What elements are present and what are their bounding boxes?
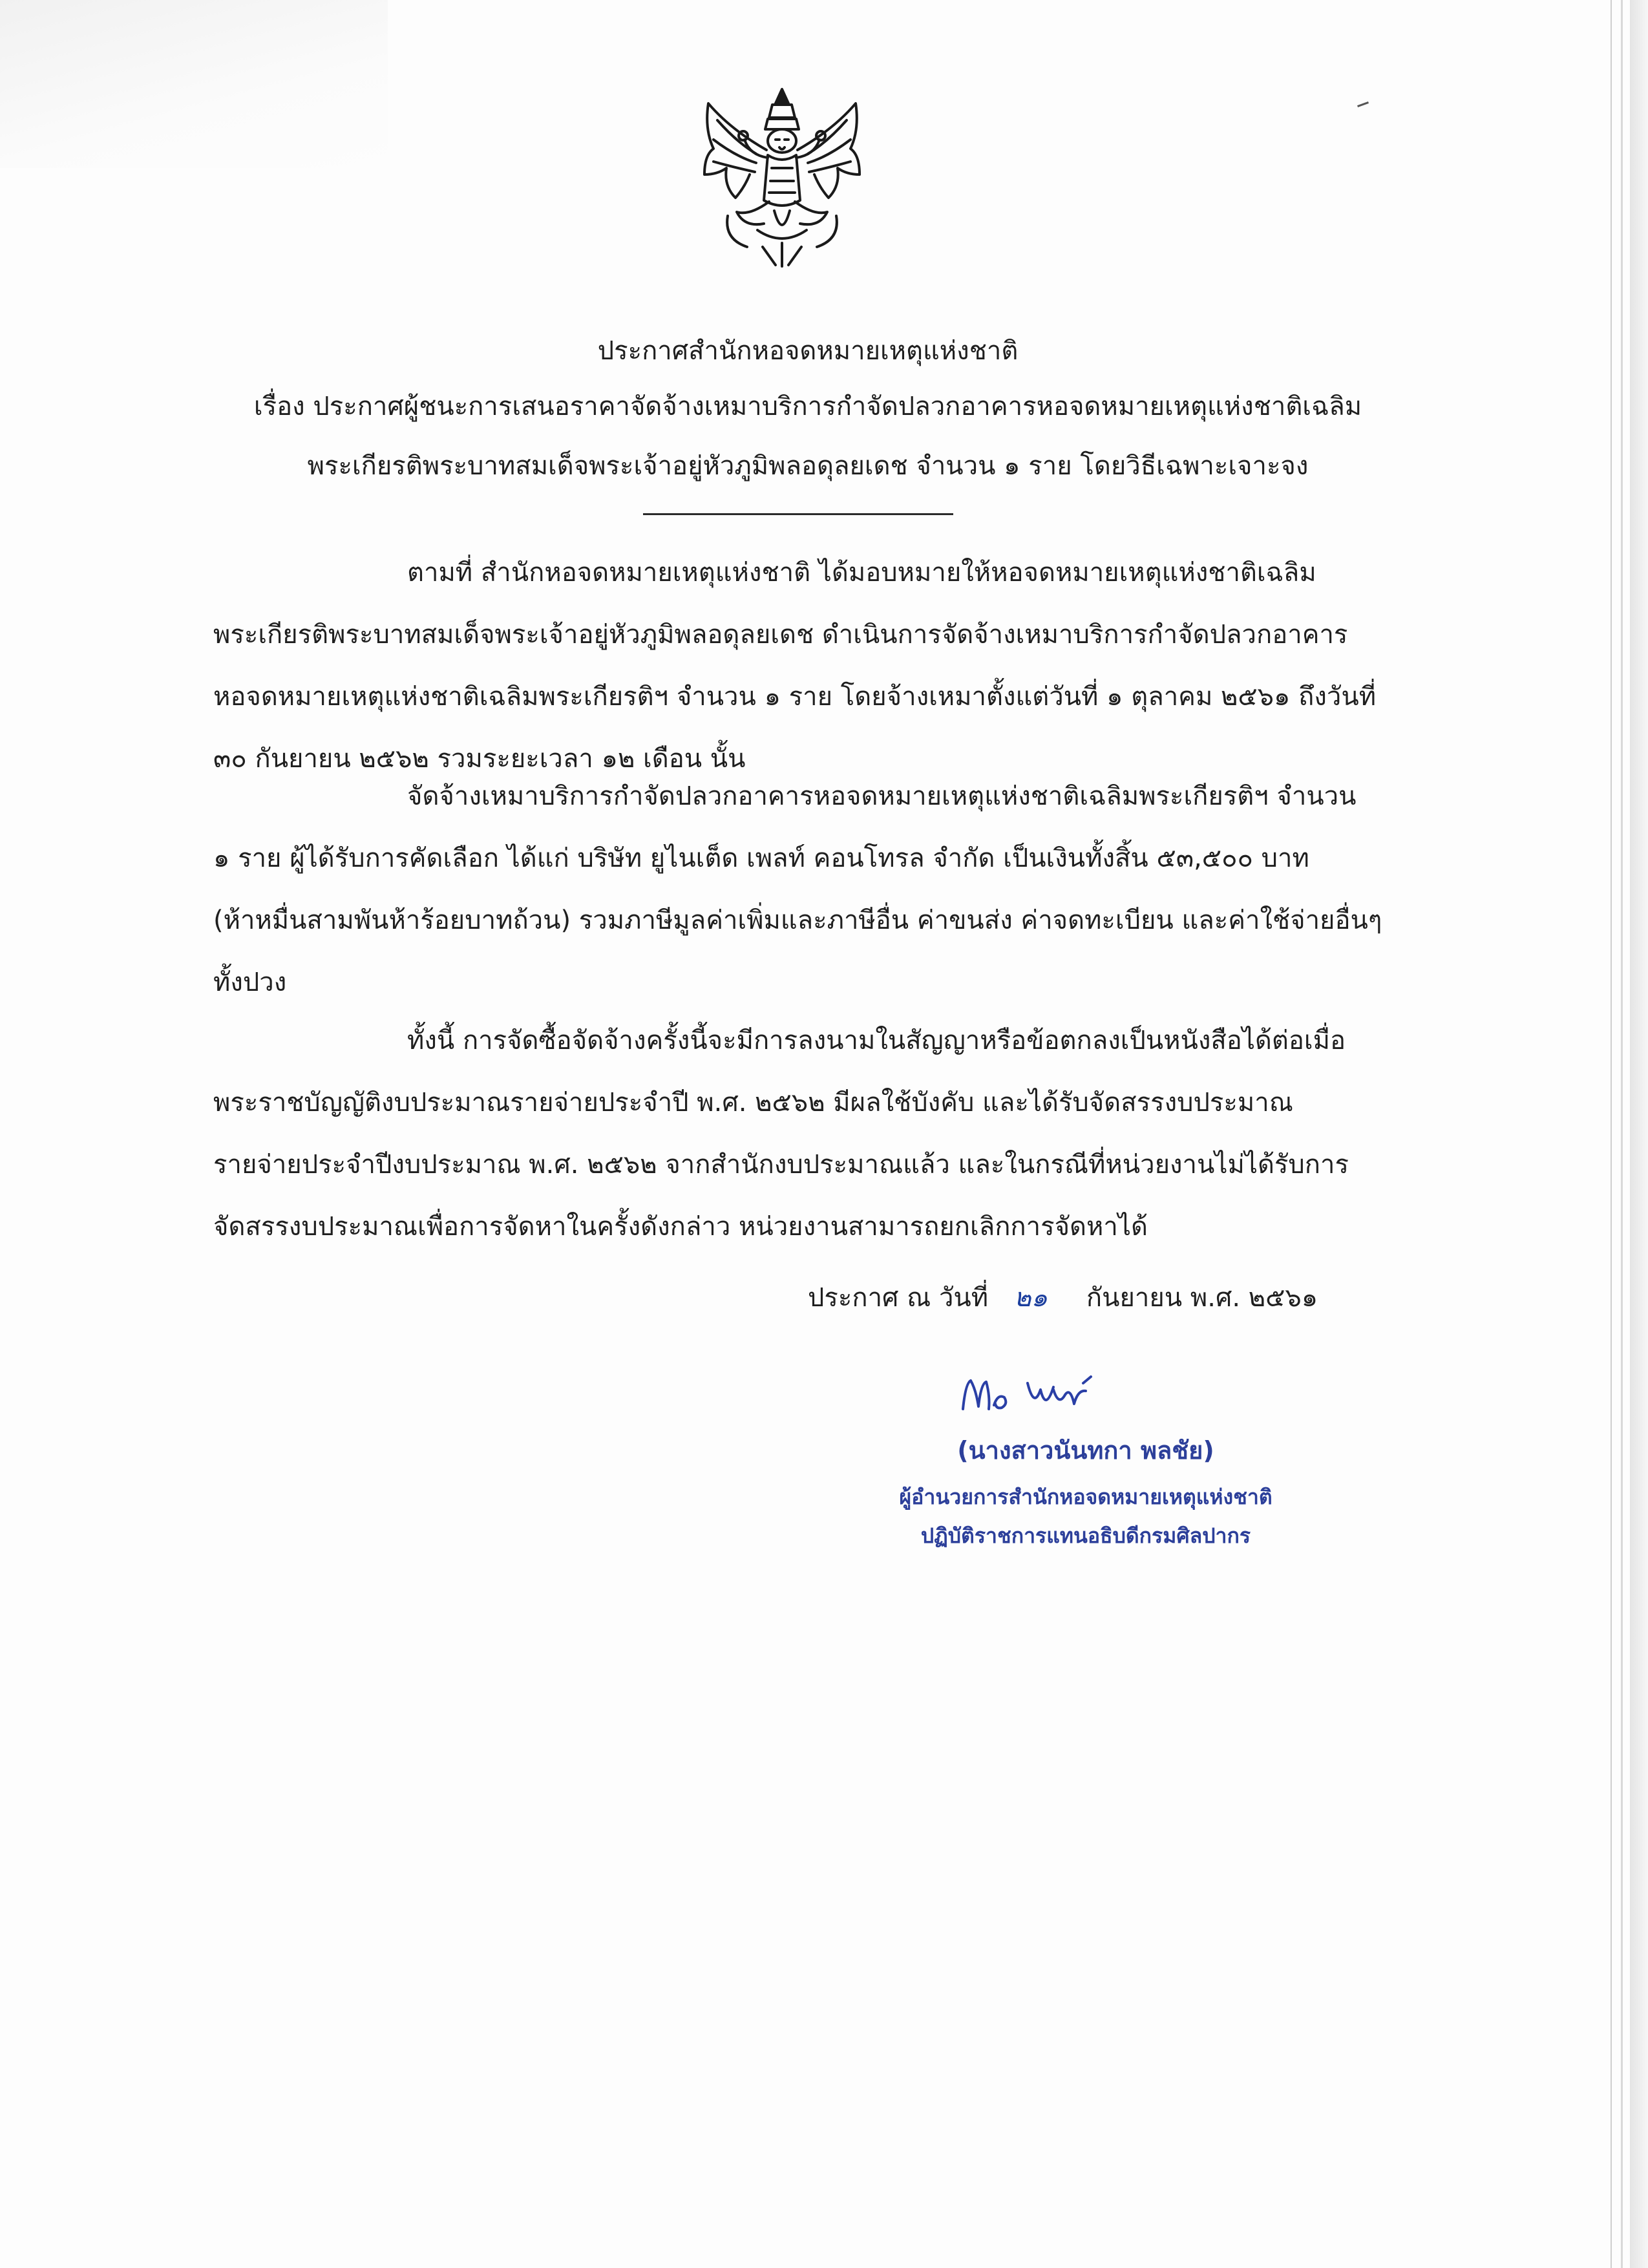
subject-line-2: พระเกียรติพระบาทสมเด็จพระเจ้าอยู่หัวภูมิพลอดุลยเดช จำนวน ๑ ราย โดยวิธีเฉพาะเจาะจง <box>307 451 1309 481</box>
paragraph-line: ๓๐ กันยายน ๒๕๖๒ รวมระยะเวลา ๑๒ เดือน นั้น <box>213 744 746 774</box>
paragraph-line: จัดจ้างเหมาบริการกำจัดปลวกอาคารหอจดหมายเหตุแห่งชาติเฉลิมพระเกียรติฯ จำนวน <box>407 781 1357 811</box>
paper-edge <box>1621 0 1623 2268</box>
date-day-handwritten: ๒๑ <box>1014 1283 1048 1313</box>
garuda-emblem-icon <box>685 78 879 271</box>
paragraph-line: ทั้งปวง <box>213 968 287 997</box>
paragraph-3 <box>213 1010 1435 1258</box>
signer-position-1: ผู้อำนวยการสำนักหอจดหมายเหตุแห่งชาติ <box>899 1485 1273 1509</box>
paragraph-line: พระราชบัญญัติงบประมาณรายจ่ายประจำปี พ.ศ. ๒๕๖๒ มีผลใช้บังคับ และได้รับจัดสรรงบประมาณ <box>213 1088 1293 1118</box>
paragraph-line: ทั้งนี้ การจัดซื้อจัดจ้างครั้งนี้จะมีการลงนามในสัญญาหรือข้อตกลงเป็นหนังสือได้ต่อเมื่อ <box>407 1026 1346 1055</box>
heading-divider <box>643 513 953 515</box>
announcement-date <box>808 1272 1389 1324</box>
scan-shadow <box>0 0 388 168</box>
signer-position-2: ปฏิบัติราชการแทนอธิบดีกรมศิลปากร <box>920 1523 1251 1548</box>
signer-name: (นางสาวนันทกา พลชัย) <box>957 1436 1214 1465</box>
paper-edge <box>1630 0 1648 2268</box>
subject-line-1: เรื่อง ประกาศผู้ชนะการเสนอราคาจัดจ้างเหมาบริการกำจัดปลวกอาคารหอจดหมายเหตุแห่งชาติเฉลิม <box>253 392 1362 421</box>
date-month-year: กันยายน พ.ศ. ๒๕๖๑ <box>1086 1283 1318 1313</box>
signature-icon <box>956 1364 1105 1422</box>
paper-edge <box>1611 0 1612 2268</box>
announcement-title: ประกาศสำนักหอจดหมายเหตุแห่งชาติ <box>597 336 1019 366</box>
paragraph-line: (ห้าหมื่นสามพันห้าร้อยบาทถ้วน) รวมภาษีมูลค่าเพิ่มและภาษีอื่น ค่าขนส่ง ค่าจดทะเบียน และค่าใช้จ่ายอื่นๆ <box>213 906 1382 935</box>
paragraph-line: จัดสรรงบประมาณเพื่อการจัดหาในครั้งดังกล่าว หน่วยงานสามารถยกเลิกการจัดหาได้ <box>213 1212 1148 1242</box>
paragraph-line: ๑ ราย ผู้ได้รับการคัดเลือก ได้แก่ บริษัท ยูไนเต็ด เพลท์ คอนโทรล จำกัด เป็นเงินทั้งสิ้น ๕๓,๕๐๐ บาท <box>213 843 1309 873</box>
paragraph-line: ตามที่ สำนักหอจดหมายเหตุแห่งชาติ ได้มอบหมายให้หอจดหมายเหตุแห่งชาติเฉลิม <box>407 558 1316 588</box>
date-prefix: ประกาศ ณ วันที่ <box>808 1283 989 1313</box>
paragraph-2 <box>213 765 1435 1013</box>
paragraph-line: พระเกียรติพระบาทสมเด็จพระเจ้าอยู่หัวภูมิพลอดุลยเดช ดำเนินการจัดจ้างเหมาบริการกำจัดปลวกอาคาร <box>213 620 1348 650</box>
scan-speck <box>1357 101 1369 107</box>
paragraph-line: รายจ่ายประจำปีงบประมาณ พ.ศ. ๒๕๖๒ จากสำนักงบประมาณแล้ว และในกรณีที่หน่วยงานไม่ได้รับการ <box>213 1150 1349 1180</box>
paragraph-line: หอจดหมายเหตุแห่งชาติเฉลิมพระเกียรติฯ จำนวน ๑ ราย โดยจ้างเหมาตั้งแต่วันที่ ๑ ตุลาคม ๒๕๖๑ ถึงวันที่ <box>213 682 1377 712</box>
paragraph-1 <box>213 542 1435 790</box>
